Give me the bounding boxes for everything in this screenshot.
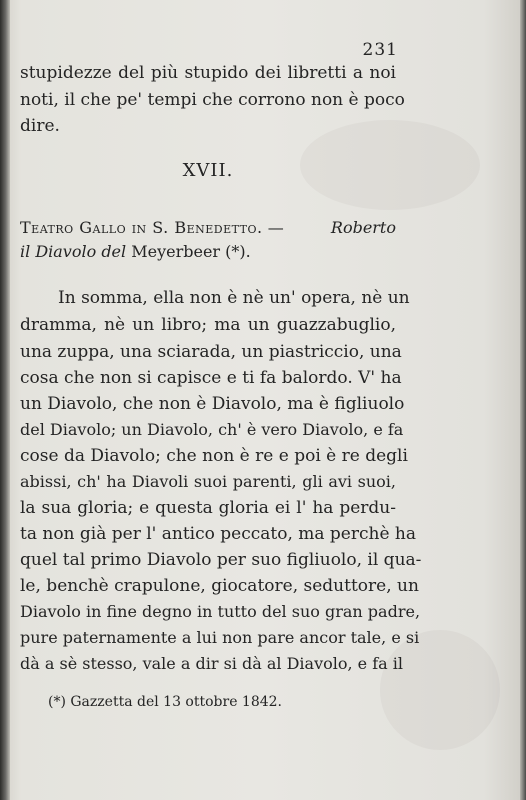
text-line: cose da Diavolo; che non è re e poi è re degli xyxy=(20,446,408,466)
heading-title-part2: il Diavolo del xyxy=(20,242,127,261)
section-heading-continued xyxy=(20,240,396,264)
heading-dash: — xyxy=(262,218,284,237)
text-line: quel tal primo Diavolo per suo figliuolo, il qua- xyxy=(20,550,422,570)
text-line: ta non già per l' antico peccato, ma perchè ha xyxy=(20,524,417,544)
text-line: la sua gloria; e questa gloria ei l' ha perdu- xyxy=(20,498,396,518)
text-line: dramma, nè un libro; ma un guazzabuglio, xyxy=(20,315,396,335)
text-line: abissi, ch' ha Diavoli suoi parenti, gli avi suoi, xyxy=(20,472,396,491)
footnote: (*) Gazzetta del 13 ottobre 1842. xyxy=(48,694,283,710)
text-line: cosa che non si capisce e ti fa balordo. V' ha xyxy=(20,368,402,388)
text-line: un Diavolo, che non è Diavolo, ma è figliuolo xyxy=(20,394,405,414)
text-line: noti, il che pe' tempi che corrono non è poco xyxy=(20,90,405,110)
text-line: dire. xyxy=(20,116,60,136)
text-line: In somma, ella non è nè un' opera, nè un xyxy=(58,288,410,308)
page-number: 231 xyxy=(362,40,398,60)
text-line: stupidezze del più stupido dei libretti a noi xyxy=(20,63,396,83)
text-line: una zuppa, una sciarada, un piastriccio, una xyxy=(20,342,402,362)
text-line: del Diavolo; un Diavolo, ch' è vero Diavolo, e fa xyxy=(20,420,404,439)
text-line: le, benchè crapulone, giocatore, seduttore, un xyxy=(20,576,419,596)
heading-composer: Meyerbeer (*). xyxy=(126,242,251,261)
chapter-number: XVII. xyxy=(182,160,234,181)
text-line: Diavolo in fine degno in tutto del suo gran padre, xyxy=(20,602,421,621)
text-line: pure paternamente a lui non pare ancor tale, e si xyxy=(20,628,420,647)
heading-title-part1: Roberto xyxy=(330,218,396,237)
text-line: dà a sè stesso, vale a dir si dà al Diavolo, e fa il xyxy=(20,654,403,673)
section-heading xyxy=(20,216,396,240)
heading-venue: Teatro Gallo in S. Benedetto. xyxy=(20,218,263,237)
